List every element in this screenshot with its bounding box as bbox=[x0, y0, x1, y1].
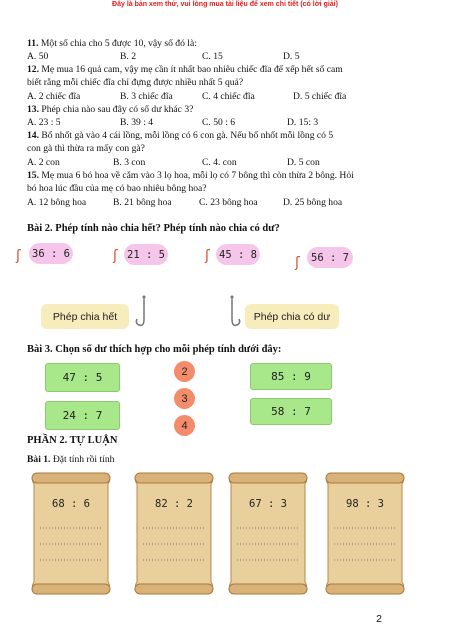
scroll-card bbox=[131, 470, 217, 598]
remainder-circle[interactable]: 3 bbox=[174, 388, 195, 409]
question-number: 14. bbox=[27, 130, 39, 141]
question-number: 15. bbox=[27, 170, 39, 181]
question-12 bbox=[27, 63, 343, 76]
division-box[interactable]: 47 : 5 bbox=[45, 363, 120, 392]
question-text: Bố nhốt gà vào 4 cái lồng, mỗi lồng có 6 con gà. Nếu bố nhốt mỗi lồng có 5 bbox=[39, 130, 334, 141]
option: A. 50 bbox=[27, 51, 49, 62]
division-cloud[interactable]: 45 : 8 bbox=[216, 244, 260, 265]
bai1-instruction bbox=[27, 453, 114, 466]
exact-division-box[interactable]: Phép chia hết bbox=[41, 304, 129, 329]
remainder-circle[interactable]: 2 bbox=[174, 361, 195, 382]
bai1-text: Đặt tính rồi tính bbox=[50, 454, 115, 465]
division-cloud[interactable]: 56 : 7 bbox=[307, 247, 353, 268]
scroll-icon bbox=[225, 470, 311, 598]
question-text-cont: con gà thì thừa ra mấy con gà? bbox=[27, 143, 145, 154]
question-text-cont: bó hoa lúc đầu của mẹ có bao nhiêu bông hoa? bbox=[27, 183, 207, 194]
scroll-expression: 82 : 2 bbox=[155, 498, 193, 510]
fishing-line-icon: ʃ bbox=[295, 255, 300, 271]
scroll-expression: 68 : 6 bbox=[52, 498, 90, 510]
question-number: 12. bbox=[27, 64, 39, 75]
fishing-line-icon: ʃ bbox=[113, 248, 118, 264]
option: A. 23 : 5 bbox=[27, 117, 61, 128]
question-15 bbox=[27, 169, 354, 182]
hook-icon bbox=[222, 295, 242, 331]
fishing-line-icon: ʃ bbox=[205, 248, 210, 264]
option: C. 4. con bbox=[202, 157, 237, 168]
option: D. 15: 3 bbox=[287, 117, 319, 128]
question-text: Một số chia cho 5 được 10, vậy số đó là: bbox=[38, 38, 197, 49]
scroll-card bbox=[322, 470, 408, 598]
option: C. 15 bbox=[202, 51, 223, 62]
question-number: 11. bbox=[27, 38, 39, 49]
fishing-line-icon: ʃ bbox=[16, 248, 21, 264]
scroll-card bbox=[28, 470, 114, 598]
option: D. 5 chiếc đĩa bbox=[293, 91, 347, 102]
preview-banner: Đây là bản xem thử, vui lòng mua tài liệu để xem chi tiết (có lời giải) bbox=[112, 1, 338, 8]
question-13 bbox=[27, 103, 193, 116]
scroll-icon bbox=[131, 470, 217, 598]
part2-title: PHẦN 2. TỰ LUẬN bbox=[27, 435, 118, 446]
bai1-label: Bài 1. bbox=[27, 454, 51, 465]
scroll-icon bbox=[322, 470, 408, 598]
option: B. 39 : 4 bbox=[120, 117, 154, 128]
question-text: Mẹ mua 6 bó hoa về cắm vào 3 lọ hoa, mỗi lọ có 7 bông thì còn thừa 2 bông. Hỏi bbox=[39, 170, 354, 181]
option: D. 5 con bbox=[287, 157, 320, 168]
option: C. 23 bông hoa bbox=[199, 197, 258, 208]
scroll-expression: 67 : 3 bbox=[249, 498, 287, 510]
question-11 bbox=[27, 37, 197, 50]
question-text-cont: biết rằng mỗi chiếc đĩa chỉ đựng được nhiều nhất 5 quả? bbox=[27, 77, 244, 88]
option: C. 50 : 6 bbox=[202, 117, 236, 128]
scroll-expression: 98 : 3 bbox=[346, 498, 384, 510]
option: B. 3 chiếc đĩa bbox=[120, 91, 173, 102]
page-number: 2 bbox=[376, 613, 382, 625]
question-14 bbox=[27, 129, 333, 142]
option: B. 2 bbox=[120, 51, 136, 62]
question-text: Phép chia nào sau đây có số dư khác 3? bbox=[39, 104, 194, 115]
division-box[interactable]: 58 : 7 bbox=[250, 398, 332, 425]
option: C. 4 chiếc đĩa bbox=[202, 91, 255, 102]
scroll-icon bbox=[28, 470, 114, 598]
division-cloud[interactable]: 36 : 6 bbox=[29, 243, 73, 264]
option: D. 25 bông hoa bbox=[283, 197, 343, 208]
hook-icon bbox=[134, 295, 154, 331]
option: D. 5 bbox=[283, 51, 300, 62]
remainder-circle[interactable]: 4 bbox=[174, 415, 195, 436]
scroll-card bbox=[225, 470, 311, 598]
option: A. 2 con bbox=[27, 157, 60, 168]
bai2-title: Bài 2. Phép tính nào chia hết? Phép tính nào chia có dư? bbox=[27, 223, 280, 234]
option: B. 21 bông hoa bbox=[113, 197, 172, 208]
question-number: 13. bbox=[27, 104, 39, 115]
option: A. 2 chiếc đĩa bbox=[27, 91, 81, 102]
option: B. 3 con bbox=[113, 157, 146, 168]
question-text: Mẹ mua 16 quả cam, vậy mẹ cần ít nhất bao nhiêu chiếc đĩa để xếp hết số cam bbox=[39, 64, 343, 75]
division-cloud[interactable]: 21 : 5 bbox=[124, 244, 168, 265]
option: A. 12 bông hoa bbox=[27, 197, 87, 208]
division-box[interactable]: 85 : 9 bbox=[250, 363, 332, 390]
division-box[interactable]: 24 : 7 bbox=[45, 401, 120, 430]
remainder-division-box[interactable]: Phép chia có dư bbox=[245, 304, 339, 329]
bai3-title: Bài 3. Chọn số dư thích hợp cho mỗi phép tính dưới đây: bbox=[27, 344, 282, 355]
